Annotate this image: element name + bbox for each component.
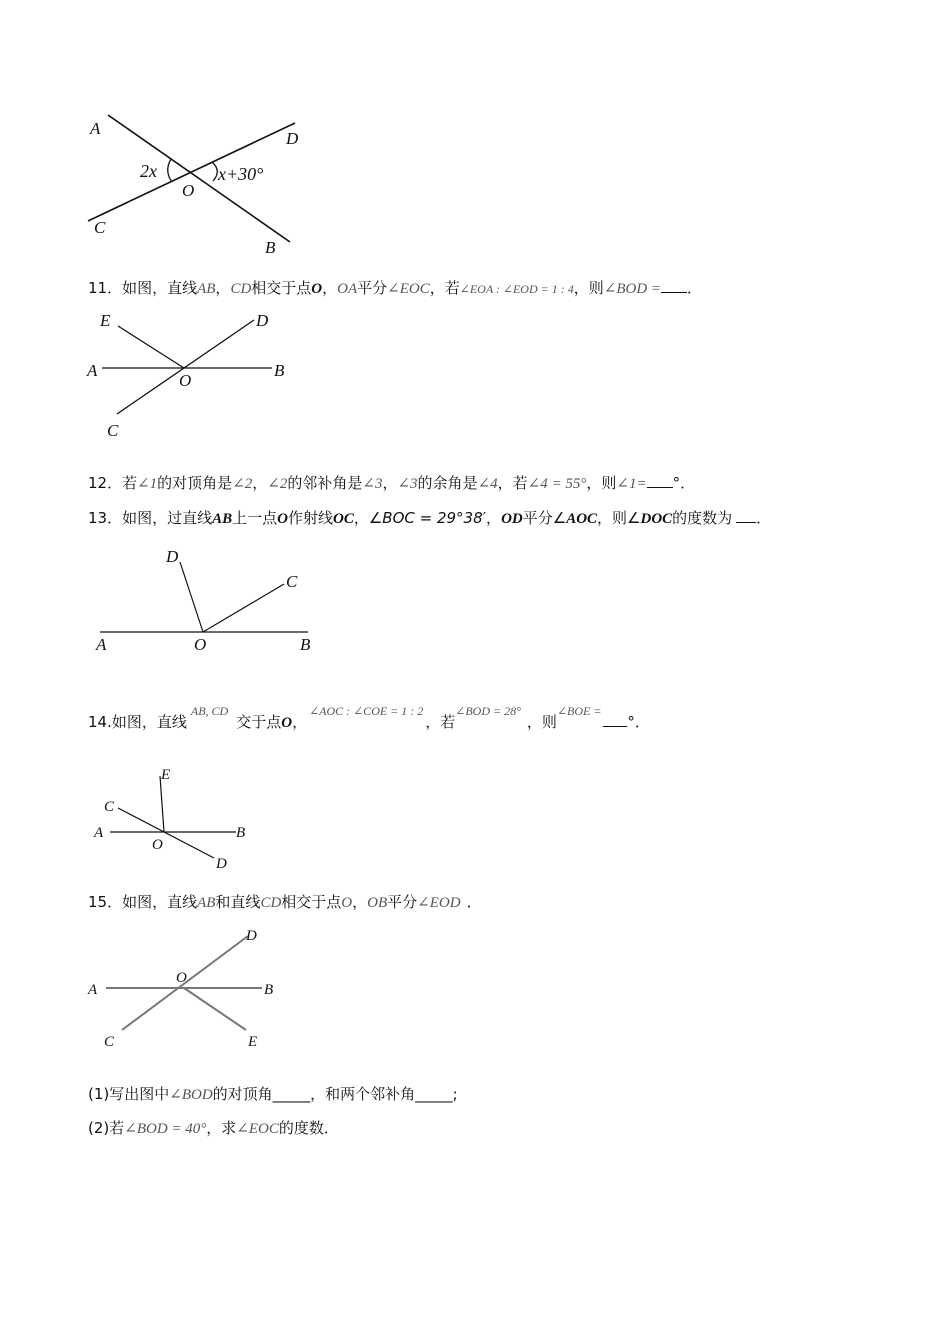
q12-angle3b: ∠3 [397,476,418,492]
q14-abcd: AB, CD [190,704,229,718]
q11-answer-blank[interactable] [661,278,687,293]
q11-end: ． [687,279,703,297]
figure-q15 [84,922,294,1052]
q12-angle1: ∠1 [137,476,158,492]
label-x30: x+30° [218,164,264,184]
q12-answer-blank[interactable] [647,473,673,488]
label-d: D [256,311,269,330]
q12-angle1b: ∠1= [616,476,647,492]
q14-ratio: ∠AOC : ∠COE = 1 : 2 [309,704,424,718]
q11-ratio: ∠EOA : ∠EOD = 1 : 4 [459,282,574,296]
label-c: C [107,421,119,440]
q13-aoc: AOC [566,511,598,527]
q13-equation: ∠BOC = 29°38′ [368,509,487,527]
q12-sep2: ， [382,474,398,492]
line-cd [88,123,295,221]
q11-text: 11．如图，直线 [88,279,198,297]
ray-od [180,562,203,632]
angle-arc-left [168,159,172,182]
line-cd [118,808,214,858]
figure-q11 [84,306,304,446]
label-a: A [94,825,104,841]
q14-end: °． [627,713,650,731]
q12-text2: 的对顶角是 [157,474,233,492]
label-d: D [286,129,299,148]
q11-o: O [311,281,323,297]
p2-text: (2)若 [88,1119,125,1137]
q15-ab: AB [197,895,216,911]
q13-sep2: ， [486,509,502,527]
label-b: B [265,238,276,257]
q12-angle3: ∠3 [362,476,383,492]
q15-sep: ， [352,893,368,911]
label-b: B [300,635,311,654]
q11-ab: AB [197,281,216,297]
p1-bod: ∠BOD [169,1087,213,1103]
label-o: O [152,837,163,853]
label-b: B [236,825,246,841]
label-e: E [248,1034,258,1050]
q13-text5: ，则∠ [597,509,641,527]
q13-oc: OC [332,511,354,527]
line-cd [117,320,254,414]
q13-text4: 平分∠ [522,509,567,527]
q15-cd: CD [260,895,282,911]
q15-ob: OB [367,895,388,911]
question-15-part-2 [88,1118,339,1139]
q15-text: 15．如图，直线 [88,893,198,911]
label-e: E [161,767,171,783]
label-c: C [104,799,115,815]
q11-text3: 平分 [357,279,388,297]
q12-sep: ， [252,474,268,492]
q11-bod: ∠BOD = [603,281,662,297]
ray-oe [160,776,164,832]
label-2x: 2x [140,161,157,181]
label-a: A [88,982,98,998]
q11-text4: ，若 [429,279,460,297]
p1-text2: 的对顶角_____，和两个邻补角_____; [212,1085,458,1103]
p1-text: (1)写出图中 [88,1085,170,1103]
label-c: C [104,1034,115,1050]
q13-end: ． [756,509,772,527]
p2-text2: ，求 [206,1119,237,1137]
q13-doc: DOC [640,511,673,527]
q14-text: 14.如图，直线 [88,713,187,731]
q15-text2: 和直线 [215,893,261,911]
q13-text6: 的度数为 [672,509,733,527]
label-d: D [216,856,227,872]
q13-text: 13．如图，过直线 [88,509,213,527]
label-d: D [166,547,179,566]
figure-q14 [90,762,270,872]
q11-text5: ，则 [573,279,604,297]
q11-text2: 相交于点 [251,279,312,297]
figure-q10 [80,105,310,265]
label-o: O [182,181,195,200]
q12-text6: ，则 [586,474,617,492]
q12-angle4: ∠4 [477,476,498,492]
q11-sep2: ， [322,279,338,297]
ray-oe [118,326,184,368]
q12-text: 12．若 [88,474,138,492]
q13-text3: 作射线 [287,509,333,527]
question-12 [88,473,695,494]
q14-answer-blank[interactable] [603,712,627,727]
q14-sep: ， [292,713,308,731]
label-b: B [264,982,274,998]
q13-ab: AB [212,511,233,527]
q11-sep: ， [215,279,231,297]
q14-boe: ∠BOE = [556,704,602,718]
q15-end: ． [466,893,482,911]
question-11 [88,278,702,299]
q12-angle2b: ∠2 [267,476,288,492]
q11-oa: OA [337,281,358,297]
q13-o: O [277,511,288,527]
label-b: B [274,361,285,380]
label-d: D [246,928,257,944]
p2-eoc: ∠EOC [236,1121,279,1137]
angle-arc-right [212,162,217,181]
question-15 [88,892,482,913]
label-o: O [179,371,192,390]
q15-o: O [341,895,353,911]
q12-text3: 的邻补角是 [287,474,363,492]
label-a: A [96,635,107,654]
q15-text3: 相交于点 [281,893,342,911]
q12-angle2: ∠2 [232,476,253,492]
ray-oe [184,988,246,1030]
q12-text4: 的余角是 [417,474,478,492]
label-e: E [100,311,111,330]
label-a: A [87,361,98,380]
q15-eod: ∠EOD [417,895,461,911]
q14-text4: ，则 [526,713,557,731]
ray-oc [203,584,284,632]
q12-text5: ，若 [497,474,528,492]
p2-text3: 的度数． [278,1119,339,1137]
label-o: O [194,635,207,654]
q14-o: O [281,715,293,731]
q14-bod: ∠BOD = 28° [455,704,521,718]
figure-q13 [92,544,332,659]
q13-sep: ， [353,509,369,527]
label-o: O [176,970,187,986]
q14-text3: ，若 [425,713,456,731]
q11-cd: CD [230,281,252,297]
q15-text4: 平分 [387,893,418,911]
question-13 [88,508,771,529]
q13-text2: 上一点 [232,509,278,527]
q12-equation: ∠4 = 55° [527,476,587,492]
label-c: C [286,572,298,591]
q13-answer-blank[interactable] [736,508,756,523]
q11-eoc: ∠EOC [387,281,430,297]
q14-text2: 交于点 [236,713,282,731]
question-15-part-1 [88,1084,458,1105]
p2-equation: ∠BOD = 40° [124,1121,207,1137]
label-a: A [90,119,101,138]
label-c: C [94,218,106,237]
q13-od: OD [501,511,523,527]
q12-end: °． [672,474,696,492]
